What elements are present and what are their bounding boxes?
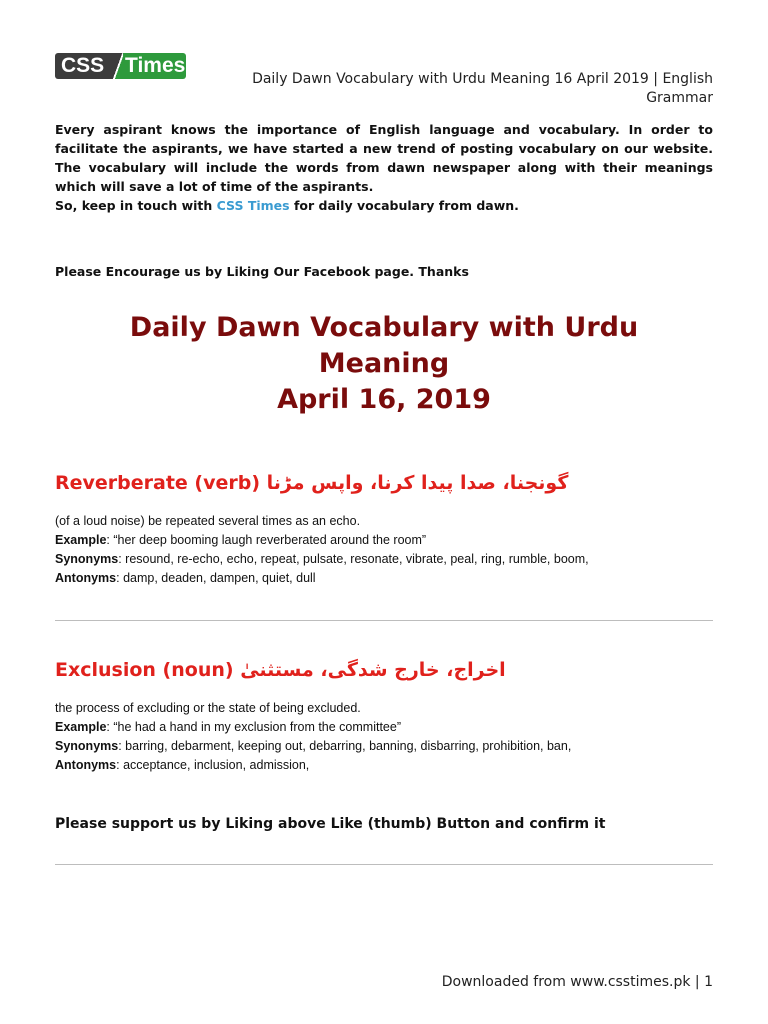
title-line-3: April 16, 2019 xyxy=(277,384,491,415)
divider xyxy=(55,864,713,865)
support-text: Please support us by Liking above Like (thumb) Button and confirm it xyxy=(55,816,606,832)
intro-paragraph xyxy=(55,120,713,215)
footer-text: Downloaded from www.csstimes.pk | 1 xyxy=(441,974,713,990)
intro-line2 xyxy=(55,196,713,215)
word-heading-exclusion xyxy=(55,657,713,683)
antonyms-label: Antonyms xyxy=(55,571,117,585)
synonyms-line xyxy=(55,550,713,569)
synonyms-text: : barring, debarment, keeping out, debarring, banning, disbarring, prohibition, ban, xyxy=(118,739,572,753)
antonyms-label: Antonyms xyxy=(55,758,117,772)
antonyms-text: : acceptance, inclusion, admission, xyxy=(116,758,310,772)
css-times-link[interactable]: CSS Times xyxy=(216,198,290,213)
definition: (of a loud noise) be repeated several times as an echo. xyxy=(55,514,361,528)
css-times-logo xyxy=(55,53,186,79)
antonyms-line xyxy=(55,756,713,775)
logo-times-text: Times xyxy=(125,54,186,77)
intro-line2-after: for daily vocabulary from dawn. xyxy=(289,198,519,213)
word-urdu-meaning: گونجنا، صدا پیدا کرنا، واپس مڑنا xyxy=(266,472,569,494)
word-heading-reverberate xyxy=(55,470,713,496)
word-urdu-meaning: اخراج، خارج شدگی، مستثنیٰ xyxy=(240,659,506,681)
word-entry-exclusion xyxy=(55,699,713,775)
intro-text: Every aspirant knows the importance of English language and vocabulary. In order to facilitate the aspirants, we have started a new trend of posting vocabulary on our website. The vocabulary will include the words from dawn newspaper along with their meanings which will save a lot of time of the aspirants. xyxy=(55,122,713,194)
example-line xyxy=(55,531,713,550)
antonyms-text: : damp, deaden, dampen, quiet, dull xyxy=(116,571,316,585)
logo-slash xyxy=(113,53,123,79)
word-title: Reverberate (verb) xyxy=(55,472,261,494)
synonyms-text: : resound, re-echo, echo, repeat, pulsate, resonate, vibrate, peal, ring, rumble, boom, xyxy=(118,552,589,566)
encourage-text: Please Encourage us by Liking Our Facebook page. Thanks xyxy=(55,264,469,279)
example-label: Example xyxy=(55,533,107,547)
definition: the process of excluding or the state of being excluded. xyxy=(55,701,361,715)
title-line-2: Meaning xyxy=(318,348,450,379)
page-title xyxy=(55,310,713,418)
synonyms-line xyxy=(55,737,713,756)
logo-css-text: CSS xyxy=(55,53,113,79)
header-title: Daily Dawn Vocabulary with Urdu Meaning 16 April 2019 | English Grammar xyxy=(252,71,713,106)
example-text: : “her deep booming laugh reverberated around the room” xyxy=(106,533,427,547)
intro-line2-before: So, keep in touch with xyxy=(55,198,217,213)
divider xyxy=(55,620,713,621)
example-label: Example xyxy=(55,720,107,734)
synonyms-label: Synonyms xyxy=(55,552,119,566)
word-entry-reverberate xyxy=(55,512,713,588)
antonyms-line xyxy=(55,569,713,588)
title-line-1: Daily Dawn Vocabulary with Urdu xyxy=(129,312,639,343)
synonyms-label: Synonyms xyxy=(55,739,119,753)
example-line xyxy=(55,718,713,737)
word-title: Exclusion (noun) xyxy=(55,659,234,681)
example-text: : “he had a hand in my exclusion from the committee” xyxy=(106,720,402,734)
